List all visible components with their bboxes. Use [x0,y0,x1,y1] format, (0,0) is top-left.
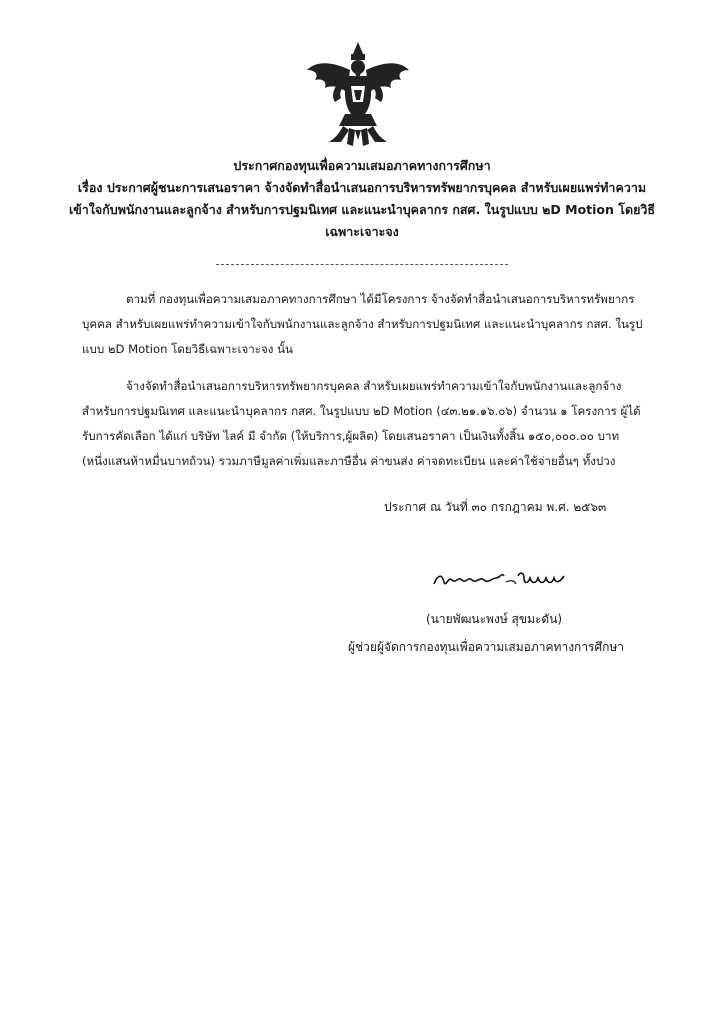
paragraph-award [82,374,660,474]
announcement-heading [40,155,684,243]
subject-line: เฉพาะเจาะจง [325,224,399,239]
paragraph-line: สำหรับการปฐมนิเทศ และแนะนำบุคลากร กสศ. ในรูปแบบ ๒D Motion (๔๓.๒๑.๑๖.๐๖) จำนวน ๑ โครงการ ผู้ได้ [82,404,641,418]
paragraph-background [82,287,660,362]
signer-name: (นายพัฒนะพงษ์ สุขมะดัน) [426,612,563,626]
paragraph-line: (หนึ่งแสนห้าหมื่นบาทถ้วน) รวมภาษีมูลค่าเพิ่มและภาษีอื่น ค่าขนส่ง ค่าจดทะเบียน และค่าใช้จ่ายอื่นๆ ทั้งปวง [82,454,616,468]
signer-title: ผู้ช่วยผู้จัดการกองทุนเพื่อความเสมอภาคทางการศึกษา [348,640,625,654]
handwritten-signature [430,566,580,592]
subject-line: เรื่อง ประกาศผู้ชนะการเสนอราคา จ้างจัดทำสื่อนำเสนอการบริหารทรัพยากรบุคคล สำหรับเผยแพร่ทำความ [77,180,647,195]
subject-line: เข้าใจกับพนักงานและลูกจ้าง สำหรับการปฐมนิเทศ และแนะนำบุคลากร กสศ. ในรูปแบบ ๒D Motion โดยวิธี [68,202,656,217]
paragraph-line: รับการคัดเลือก ได้แก่ บริษัท ไลค์ มี จำกัด (ให้บริการ,ผู้ผลิต) โดยเสนอราคา เป็นเงินทั้งสิ้น ๑๕๐,๐๐๐.๐๐ บาท [82,429,620,443]
paragraph-line: บุคคล สำหรับเผยแพร่ทำความเข้าใจกับพนักงานและลูกจ้าง สำหรับการปฐมนิเทศ และแนะนำบุคลากร กสศ. ในรูป [82,317,643,331]
announcement-title: ประกาศกองทุนเพื่อความเสมอภาคทางการศึกษา [233,158,491,173]
paragraph-line: จ้างจัดทำสื่อนำเสนอการบริหารทรัพยากรบุคคล สำหรับเผยแพร่ทำความเข้าใจกับพนักงานและลูกจ้าง [126,379,622,393]
garuda-emblem-icon [303,40,413,148]
paragraph-line: แบบ ๒D Motion โดยวิธีเฉพาะเจาะจง นั้น [82,342,293,356]
paragraph-line: ตามที่ กองทุนเพื่อความเสมอภาคทางการศึกษา ได้มีโครงการ จ้างจัดทำสื่อนำเสนอการบริหารทรัพยากร [126,292,635,306]
announce-date: ประกาศ ณ วันที่ ๓๐ กรกฎาคม พ.ศ. ๒๕๖๓ [384,500,607,514]
divider [216,264,508,265]
